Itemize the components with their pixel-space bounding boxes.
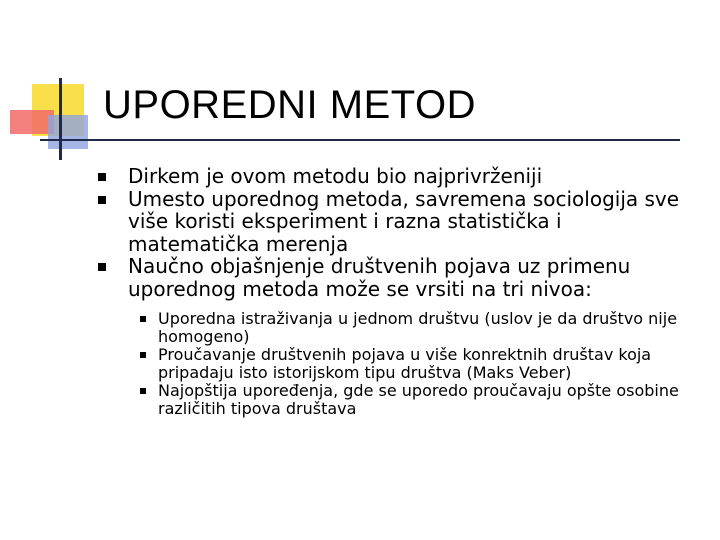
sub-bullet-item [140,346,688,382]
slide-title: UPOREDNI METOD [103,83,476,127]
sub-bullet-text: Uporedna istraživanja u jednom društvu (uslov je da društvo nije homogeno) [158,309,678,346]
square-bullet-icon [98,173,106,181]
bullet-text: Umesto uporednog metoda, savremena sociologija sve više koristi eksperiment i razna statistička i matematička merenja [128,186,680,256]
bullet-item [98,165,688,188]
square-bullet-icon [98,263,106,271]
square-bullet-icon [98,196,106,204]
bullet-text: Naučno objašnjenje društvenih pojava uz primenu uporednog metoda može se vrsiti na tri nivoa: [128,254,631,301]
decor-vertical-line [59,78,62,160]
title-underline [40,139,680,141]
sub-bullet-item [140,310,688,346]
square-bullet-icon [140,316,146,322]
sub-bullet-item [140,382,688,418]
square-bullet-icon [140,388,146,394]
square-bullet-icon [140,352,146,358]
sub-bullet-text: Proučavanje društvenih pojava u više konrektnih društav koja pripadaju isto istorijskom tipu društva (Maks Veber) [158,345,652,382]
decor-blue-square [48,115,88,149]
bullet-item [98,255,688,418]
bullet-list [98,165,688,418]
bullet-text: Dirkem je ovom metodu bio najprivrženiji [128,164,543,188]
bullet-item [98,188,688,256]
sub-bullet-text: Najopštija upoređenja, gde se uporedo proučavaju opšte osobine različitih tipova društava [158,381,679,418]
sub-bullet-list [140,310,688,418]
